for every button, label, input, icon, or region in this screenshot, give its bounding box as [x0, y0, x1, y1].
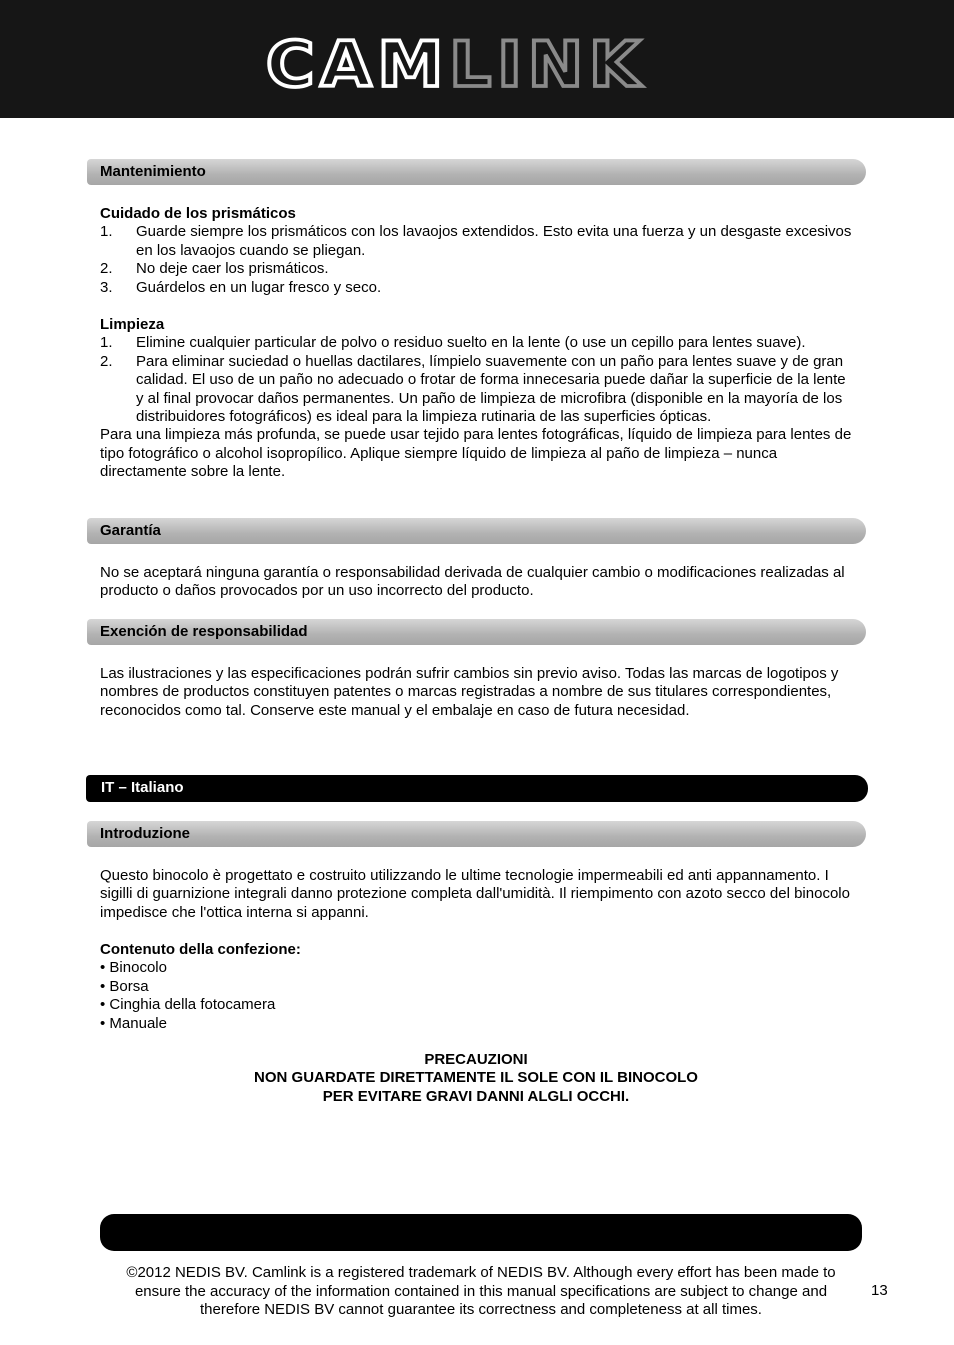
- care-block: [100, 205, 860, 297]
- care-list: [100, 223, 860, 297]
- intro-block: [100, 867, 860, 922]
- warning-line: PRECAUZIONI: [424, 1051, 528, 1068]
- warranty-paragraph: No se aceptará ninguna garantía o responsabilidad derivada de cualquier cambio o modificaciones realizadas al producto o daños provocados por un uso incorrecto del producto.: [100, 564, 845, 600]
- disclaimer-paragraph: Las ilustraciones y las especificaciones podrán sufrir cambios sin previo aviso. Todas las marcas de logotipos y nombres de productos constituyen patentes o marcas registradas a nombre de sus titulares correspondientes, reconocidos como tal. Conserve este manual y el embalaje en caso de futura necesidad.: [100, 665, 839, 719]
- list-item: 1. Guarde siempre los prismáticos con los lavaojos extendidos. Esto evita una fuerza y un desgaste excesivos en los lavaojos cuando se pliegan.: [100, 223, 852, 259]
- warranty-block: [100, 564, 860, 601]
- page-number: 13: [871, 1282, 888, 1299]
- subheading-cleaning: Limpieza: [100, 316, 165, 333]
- subheading-care: Cuidado de los prismáticos: [100, 205, 296, 222]
- subheading-contents: Contenuto della confezione:: [100, 941, 301, 958]
- section-bar-mantenimiento: [87, 159, 866, 185]
- list-item: • Binocolo: [100, 959, 167, 977]
- list-item: 1. Elimine cualquier particular de polvo o residuo suelto en la lente (o use un cepillo para lentes suave).: [100, 334, 806, 352]
- cleaning-paragraph: Para una limpieza más profunda, se puede usar tejido para lentes fotográficas, líquido de limpieza para lentes de tipo fotográfico o alcohol isopropílico. Aplique siempre líquido de limpieza al paño de limpieza – nunca directamente sobre la lente.: [100, 426, 852, 481]
- header-banner: [0, 0, 954, 118]
- warning-block: [100, 1051, 852, 1106]
- intro-paragraph: Questo binocolo è progettato e costruito utilizzando le ultime tecnologie impermeabili ed anti appannamento. I sigilli di guarnizione integrali danno protezione completa dall'umidità. Il riempimento con azoto secco del binocolo impedisce che l'ottica interna si appanni.: [100, 867, 850, 921]
- section-title: Exención de responsabilidad: [100, 623, 308, 640]
- section-title: Mantenimiento: [100, 163, 206, 180]
- list-item: 2. No deje caer los prismáticos.: [100, 260, 329, 278]
- section-bar-introduzione: [87, 821, 866, 847]
- list-item: 2. Para eliminar suciedad o huellas dactilares, límpielo suavemente con un paño para lentes suave y de gran calidad. El uso de un paño no adecuado o frotar de forma innecesaria puede dañar la superficie de la lente y al final provocar daños permanentes. Un paño de limpieza de microfibra (disponible en la mayoría de los distribuidores fotográficos) es ideal para la limpieza rutinaria de las superficies ópticas.: [100, 352, 846, 426]
- list-item: • Manuale: [100, 1014, 167, 1032]
- contents-block: [100, 941, 860, 1033]
- warning-line: NON GUARDATE DIRETTAMENTE IL SOLE CON IL BINOCOLO: [254, 1069, 698, 1087]
- list-item: 3. Guárdelos en un lugar fresco y seco.: [100, 278, 382, 296]
- language-title: IT – Italiano: [101, 779, 184, 796]
- section-bar-exencion: [87, 619, 866, 645]
- cleaning-list: [100, 334, 860, 426]
- section-title: Garantía: [100, 522, 161, 539]
- warning-line: PER EVITARE GRAVI DANNI ALGLI OCCHI.: [322, 1087, 630, 1105]
- list-item: • Borsa: [100, 977, 149, 995]
- camlink-logo: CAMLINK: [266, 27, 647, 102]
- footer-bar: [100, 1214, 862, 1251]
- language-bar-italiano: [86, 775, 868, 802]
- section-title: Introduzione: [100, 825, 190, 842]
- list-item: • Cinghia della fotocamera: [100, 996, 276, 1014]
- footer-copyright: ©2012 NEDIS BV. Camlink is a registered trademark of NEDIS BV. Although every effort has been made to ensure the accuracy of the information contained in this manual specifications are subject to change and therefore NEDIS BV cannot guarantee its correctness and completeness at all times.: [126, 1264, 836, 1318]
- cleaning-block: [100, 316, 860, 482]
- section-bar-garantia: [87, 518, 866, 544]
- disclaimer-block: [100, 665, 860, 720]
